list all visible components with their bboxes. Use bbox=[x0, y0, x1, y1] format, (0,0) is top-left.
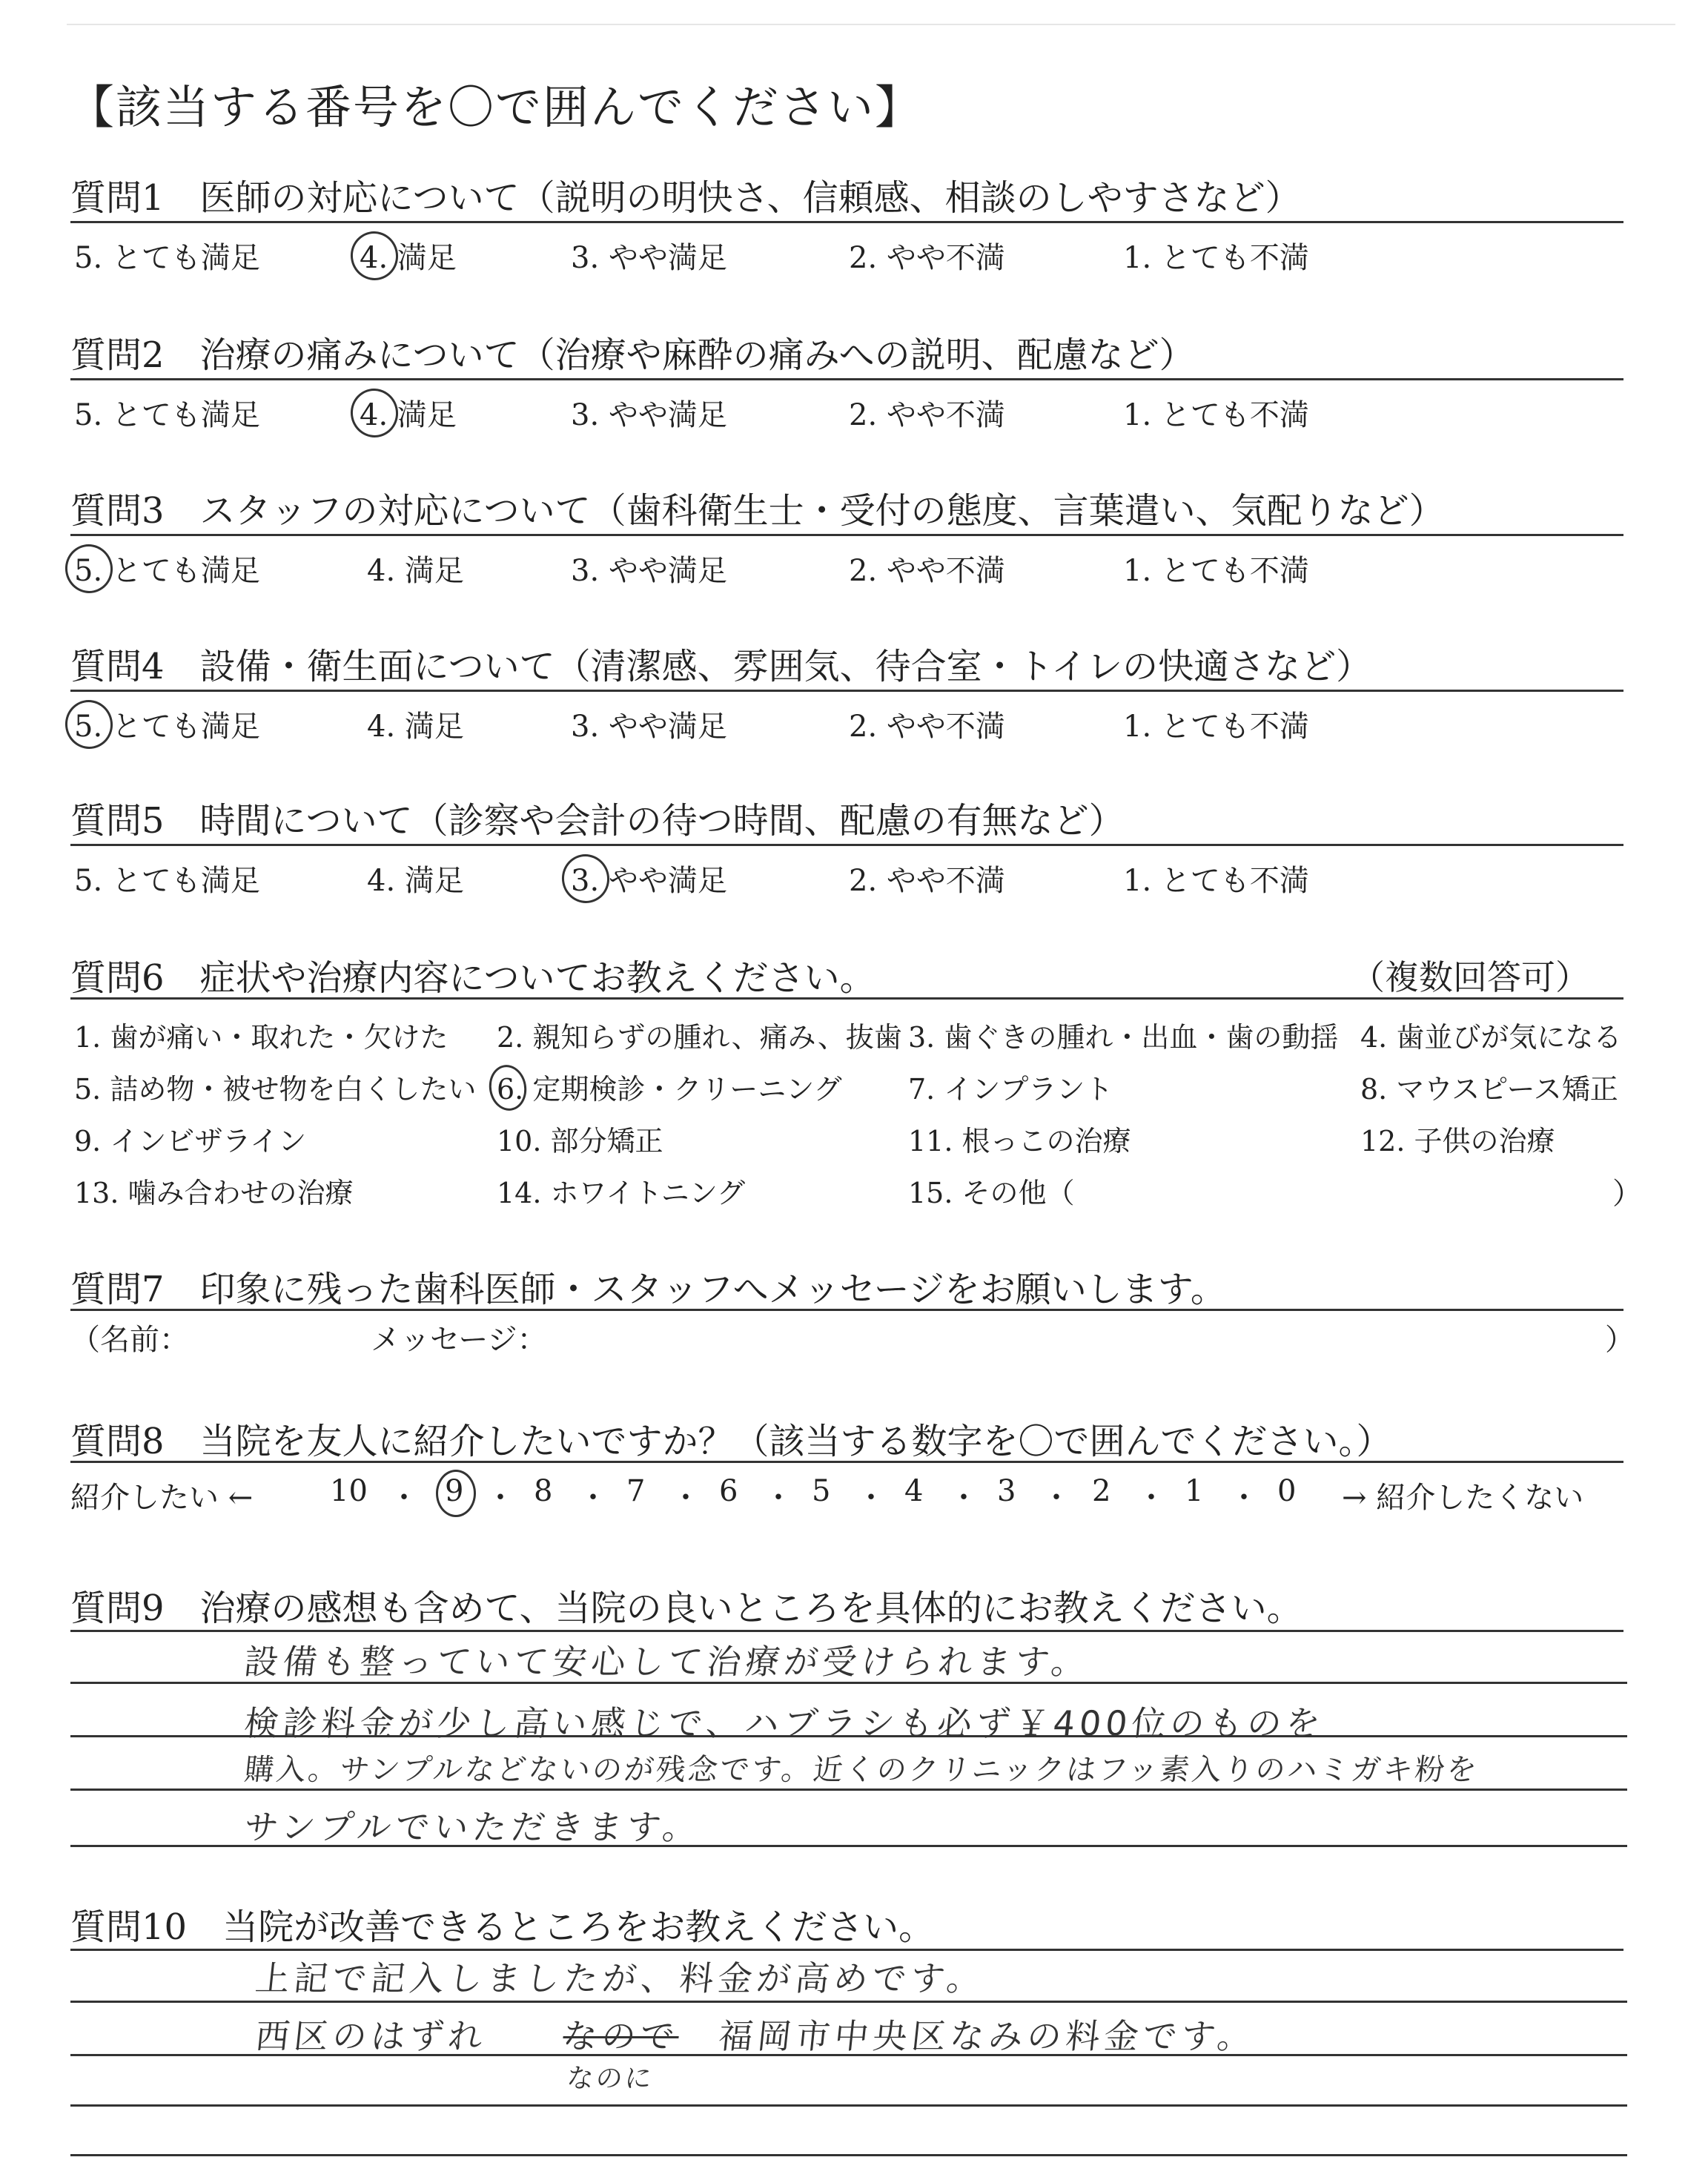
q8-right-label: → 紹介したくない bbox=[1342, 1481, 1584, 1515]
q5-options bbox=[70, 857, 1553, 902]
q6-close-paren: ） bbox=[1612, 1177, 1642, 1211]
q6-item-6[interactable]: 6. 定期検診・クリーニング bbox=[497, 1066, 842, 1107]
q6-item-3[interactable]: 3. 歯ぐきの腫れ・出血・歯の動揺 bbox=[908, 1021, 1339, 1054]
q5-rule bbox=[70, 844, 1623, 846]
q2-rule bbox=[70, 378, 1623, 380]
q4-option-2[interactable]: 2. やや不満 bbox=[849, 710, 1005, 744]
q8-scale-1[interactable]: 1 bbox=[1185, 1474, 1204, 1508]
q7-close-paren: ） bbox=[1605, 1323, 1635, 1357]
q2-option-5[interactable]: 5. とても満足 bbox=[74, 398, 260, 432]
q4-rule bbox=[70, 690, 1623, 692]
q4-option-3[interactable]: 3. やや満足 bbox=[571, 710, 727, 744]
q3-heading: 質問3 スタッフの対応について（歯科衛生士・受付の態度、言葉遣い、気配りなど） bbox=[70, 490, 1445, 532]
q9-answer-line-4: サンプルでいただきます。 bbox=[242, 1807, 704, 1847]
q8-sep: ・ bbox=[764, 1481, 793, 1515]
q8-scale-5[interactable]: 5 bbox=[812, 1474, 831, 1508]
top-rule bbox=[67, 24, 1675, 25]
q10-struck-text: なので bbox=[560, 2016, 681, 2056]
q1-option-1[interactable]: 1. とても不満 bbox=[1123, 241, 1309, 275]
q8-scale-7[interactable]: 7 bbox=[626, 1474, 646, 1508]
q3-option-5[interactable]: 5. とても満足 bbox=[74, 547, 260, 589]
q8-sep: ・ bbox=[486, 1481, 515, 1515]
q10-writing-line bbox=[70, 2054, 1627, 2056]
q6-multiple-answer-note: （複数回答可） bbox=[1351, 957, 1589, 997]
q8-sep: ・ bbox=[1136, 1481, 1166, 1515]
q10-answer-line-2b: 福岡市中央区なみの料金です。 bbox=[716, 2016, 1258, 2056]
q5-option-5[interactable]: 5. とても満足 bbox=[74, 864, 260, 898]
q8-sep: ・ bbox=[949, 1481, 979, 1515]
q9-answer-line-3: 購入。サンプルなどないのが残念です。近くのクリニックはフッ素入りのハミガキ粉を bbox=[242, 1753, 1481, 1787]
q2-option-1[interactable]: 1. とても不満 bbox=[1123, 398, 1309, 432]
q10-insertion: なのに bbox=[565, 2064, 655, 2094]
q1-option-2[interactable]: 2. やや不満 bbox=[849, 241, 1005, 275]
q8-scale-2[interactable]: 2 bbox=[1092, 1474, 1111, 1508]
q3-option-4[interactable]: 4. 満足 bbox=[367, 554, 464, 588]
q5-heading: 質問5 時間について（診察や会計の待つ時間、配慮の有無など） bbox=[70, 800, 1125, 842]
q4-option-4[interactable]: 4. 満足 bbox=[367, 710, 464, 744]
q7-name-label: （名前： bbox=[70, 1323, 189, 1357]
q10-writing-line bbox=[70, 2154, 1627, 2156]
q9-answer-line-1: 設備も整っていて安心して治療が受けられます。 bbox=[242, 1642, 1092, 1682]
q1-option-3[interactable]: 3. やや満足 bbox=[571, 241, 727, 275]
q9-writing-line bbox=[70, 1845, 1627, 1847]
q9-rule bbox=[70, 1630, 1623, 1632]
q8-sep: ・ bbox=[389, 1481, 419, 1515]
q8-scale-10[interactable]: 10 bbox=[330, 1474, 368, 1508]
q9-heading: 質問9 治療の感想も含めて、当院の良いところを具体的にお教えください。 bbox=[70, 1588, 1302, 1629]
q6-item-13[interactable]: 13. 噛み合わせの治療 bbox=[74, 1177, 354, 1209]
q6-item-12[interactable]: 12. 子供の治療 bbox=[1360, 1125, 1555, 1157]
q7-heading: 質問7 印象に残った歯科医師・スタッフへメッセージをお願いします。 bbox=[70, 1269, 1226, 1310]
q10-writing-line bbox=[70, 2104, 1627, 2107]
q6-item-10[interactable]: 10. 部分矯正 bbox=[497, 1125, 663, 1157]
q6-rule bbox=[70, 997, 1623, 1000]
q5-option-3[interactable]: 3. やや満足 bbox=[571, 857, 727, 899]
q8-sep: ・ bbox=[578, 1481, 608, 1515]
q8-scale-4[interactable]: 4 bbox=[904, 1474, 924, 1508]
q4-heading: 質問4 設備・衛生面について（清潔感、雰囲気、待合室・トイレの快適さなど） bbox=[70, 646, 1372, 687]
q8-sep: ・ bbox=[1229, 1481, 1259, 1515]
q4-option-1[interactable]: 1. とても不満 bbox=[1123, 710, 1309, 744]
q8-scale-6[interactable]: 6 bbox=[719, 1474, 738, 1508]
q8-scale-9[interactable]: 9 bbox=[445, 1474, 464, 1508]
q8-rule bbox=[70, 1461, 1623, 1463]
q7-message-row bbox=[70, 1316, 1635, 1357]
q10-heading: 質問10 当院が改善できるところをお教えください。 bbox=[70, 1906, 935, 1948]
q7-rule bbox=[70, 1309, 1623, 1311]
q10-rule bbox=[70, 1949, 1623, 1951]
q5-option-2[interactable]: 2. やや不満 bbox=[849, 864, 1005, 898]
q6-item-2[interactable]: 2. 親知らずの腫れ、痛み、抜歯 bbox=[497, 1021, 902, 1054]
q6-item-14[interactable]: 14. ホワイトニング bbox=[497, 1177, 746, 1209]
q6-item-4[interactable]: 4. 歯並びが気になる bbox=[1360, 1021, 1622, 1054]
q2-option-3[interactable]: 3. やや満足 bbox=[571, 398, 727, 432]
q3-option-3[interactable]: 3. やや満足 bbox=[571, 554, 727, 588]
q2-options bbox=[70, 392, 1553, 436]
q8-scale-0[interactable]: 0 bbox=[1277, 1474, 1297, 1508]
q9-writing-line bbox=[70, 1682, 1627, 1684]
q1-rule bbox=[70, 221, 1623, 223]
q8-sep: ・ bbox=[671, 1481, 701, 1515]
q1-option-4[interactable]: 4. 満足 bbox=[360, 234, 457, 277]
q10-answer-line-1: 上記で記入しましたが、料金が高めです。 bbox=[253, 1958, 987, 1998]
q8-sep: ・ bbox=[856, 1481, 886, 1515]
q8-heading: 質問8 当院を友人に紹介したいですか？（該当する数字を〇で囲んでください。） bbox=[70, 1421, 1392, 1462]
q9-answer-line-2: 検診料金が少し高い感じで、ハブラシも必ず￥400位のものを bbox=[242, 1703, 1327, 1743]
q5-option-4[interactable]: 4. 満足 bbox=[367, 864, 464, 898]
q6-item-5[interactable]: 5. 詰め物・被せ物を白くしたい bbox=[74, 1073, 477, 1106]
q2-option-4[interactable]: 4. 満足 bbox=[360, 392, 457, 434]
q10-writing-line bbox=[70, 2001, 1627, 2003]
q3-option-1[interactable]: 1. とても不満 bbox=[1123, 554, 1309, 588]
q3-option-2[interactable]: 2. やや不満 bbox=[849, 554, 1005, 588]
q2-option-2[interactable]: 2. やや不満 bbox=[849, 398, 1005, 432]
q4-options bbox=[70, 703, 1553, 747]
q8-scale bbox=[70, 1474, 1627, 1519]
q4-option-5[interactable]: 5. とても満足 bbox=[74, 703, 260, 745]
q3-options bbox=[70, 547, 1553, 592]
q6-item-7[interactable]: 7. インプラント bbox=[908, 1073, 1113, 1106]
q8-sep: ・ bbox=[1042, 1481, 1071, 1515]
q8-scale-3[interactable]: 3 bbox=[997, 1474, 1016, 1508]
q6-item-1[interactable]: 1. 歯が痛い・取れた・欠けた bbox=[74, 1021, 448, 1054]
q9-writing-line bbox=[70, 1789, 1627, 1791]
q3-rule bbox=[70, 534, 1623, 536]
q2-heading: 質問2 治療の痛みについて（治療や麻酔の痛みへの説明、配慮など） bbox=[70, 334, 1195, 376]
q6-item-15[interactable]: 15. その他（ bbox=[908, 1177, 1075, 1209]
q9-writing-line bbox=[70, 1735, 1627, 1737]
q1-option-5[interactable]: 5. とても満足 bbox=[74, 241, 260, 275]
q6-heading: 質問6 症状や治療内容についてお教えください。 bbox=[70, 957, 875, 999]
q7-message-label: メッセージ： bbox=[371, 1323, 547, 1357]
q6-item-11[interactable]: 11. 根っこの治療 bbox=[908, 1125, 1131, 1157]
q5-option-1[interactable]: 1. とても不満 bbox=[1123, 864, 1309, 898]
q8-left-label: 紹介したい ← bbox=[70, 1481, 254, 1515]
q10-answer-line-2a: 西区のはずれ bbox=[253, 2016, 489, 2056]
page-title: 【該当する番号を〇で囲んでください】 bbox=[68, 80, 923, 134]
q6-item-8[interactable]: 8. マウスピース矯正 bbox=[1360, 1073, 1618, 1106]
q8-scale-8[interactable]: 8 bbox=[534, 1474, 553, 1508]
q1-heading: 質問1 医師の対応について（説明の明快さ、信頼感、相談のしやすさなど） bbox=[70, 177, 1301, 219]
q6-item-9[interactable]: 9. インビザライン bbox=[74, 1125, 307, 1157]
q1-options bbox=[70, 234, 1553, 279]
